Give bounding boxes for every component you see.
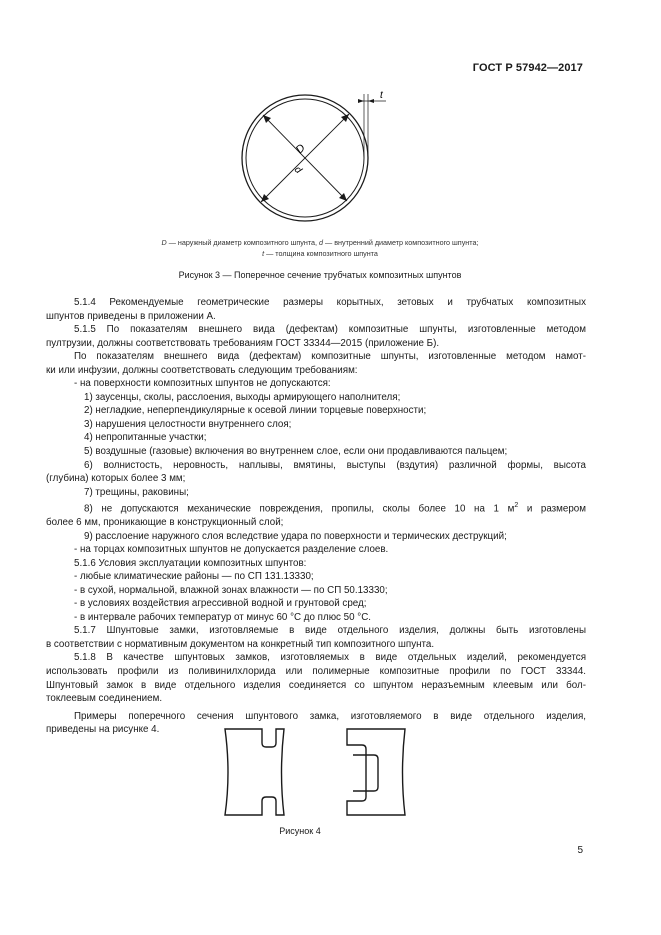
standard-code: ГОСТ Р 57942—2017 (472, 62, 583, 74)
list-item: 1) заусенцы, сколы, расслоения, выходы армирующего наполнителя; (84, 391, 401, 403)
list-item: 4) непропитанные участки; (84, 432, 207, 444)
list-item: 6) волнистость, неровность, наплывы, вмятины, выступы (вздутия) различной формы, высота (84, 459, 586, 471)
paragraph-5-1-5: 5.1.5 По показателям внешнего вида (дефектам) композитные шпунты, изготовленные методом (74, 324, 586, 336)
paragraph-5-1-4: 5.1.4 Рекомендуемые геометрические размеры корытных, зетовых и трубчатых композитных (74, 297, 586, 308)
list-item: 9) расслоение наружного слоя вследствие удара по поверхности и термических деструкций; (84, 530, 507, 542)
paragraph-5-1-6: 5.1.6 Условия эксплуатации композитных шпунтов: (74, 557, 307, 569)
label-t: t (380, 90, 383, 101)
figure-3-legend: D — наружный диаметр композитного шпунта, d — внутренний диаметр композитного шпунта; t — толщина композитного шпунта (161, 238, 479, 258)
list-item: 8) не допускаются механические повреждения, пропилы, сколы более 10 на 1 $м^2$ и размером (84, 502, 586, 515)
figure-4-caption: Рисунок 4 (279, 826, 321, 836)
label-D: D (293, 142, 308, 157)
list-item: 3) нарушения целостности внутреннего слоя; (84, 418, 292, 430)
inner-diameter-line (263, 115, 347, 201)
figure-3-tube-cross-section (240, 88, 400, 228)
c-profile (347, 729, 405, 815)
list-item: 5) воздушные (газовые) включения во внутреннем слое, если они продавливаются пальцем; (84, 446, 508, 458)
paragraph-5-1-8: 5.1.8 В качестве шпунтовых замков, изготовляемых в виде отдельных изделий, рекомендуется (74, 652, 586, 664)
figure-3-caption: Рисунок 3 — Поперечное сечение трубчатых композитных шпунтов (178, 270, 462, 280)
list-item: 2) негладкие, неперпендикулярные к осевой линии торцевые поверхности; (84, 405, 427, 417)
page-number: 5 (577, 845, 583, 856)
label-d: d (291, 164, 304, 177)
h-profile (225, 729, 284, 815)
paragraph-5-1-7: 5.1.7 Шпунтовые замки, изготовляемые в виде отдельного изделия, должны быть изготовлены (74, 625, 586, 637)
body-text: 5.1.4 Рекомендуемые геометрические размеры корытных, зетовых и трубчатых композитных шпунтов приведены в приложении А. 5.1.5 По показателям внешнего вида (дефектам) композитные шпунты, изготовленные методом пултрузии, должны соответствовать требованиям ГОСТ 33344—2015 (приложение Б). По показателям внешнего вида (дефектам) композитные шпунты, изготовленные методом намот- ки или инфузии, должны соответствовать следующим требованиям: - на поверхности композитных шпунтов не допускаются: 1) заусенцы, сколы, расслоения, выходы армирующего наполнителя; 2) негладкие, неперпендикулярные к осевой линии торцевые поверхности; 3) нарушения целостности внутреннего слоя; 4) непропитанные участки; 5) воздушные (газовые) включения во внутреннем слое, если они продавливаются пальцем; 6) волнистость, неровность, наплывы, вмятины, выступы (вздутия) различной формы, высота (глубина) которых более 3 мм; 7) трещины, раковины; 8) не допускаются механические повреждения, пропилы, сколы более 10 на 1 $м^2$ и размером более 6 мм, проникающие в конструкционный слой; 9) расслоение наружного слоя вследствие удара по поверхности и термических деструкций; - на торцах композитных шпунтов не допускается разделение слоев. 5.1.6 Условия эксплуатации композитных шпунтов: - любые климатические районы — по СП 131.13330; - в сухой, нормальной, влажной зонах влажности — по СП 50.13330; - в условиях воздействия агрессивной водной и грунтовой сред; - в интервале рабочих температур от минус 60 °С до плюс 50 °С. 5.1.7 Шпунтовые замки, изготовляемые в виде отдельного изделия, должны быть изготовлены в соответствии с нормативным документом на конкретный тип композитного шпунта. 5.1.8 В качестве шпунтовых замков, изготовляемых в виде отдельных изделий, рекомендуется использовать профили из поливинилхлорида или полимерные композитные профили по ГОСТ 33344. Шпунтовый замок в виде отдельного изделия соединяется со шпунтом неразъемным клеевым или бол- токлеевым соединением. Примеры поперечного сечения шпунтового замка, изготовляемого в виде отдельного изделия, приведены на рисунке 4. (46, 297, 586, 736)
list-item: 7) трещины, раковины; (84, 486, 189, 498)
figure-4-lock-profiles (222, 727, 422, 819)
